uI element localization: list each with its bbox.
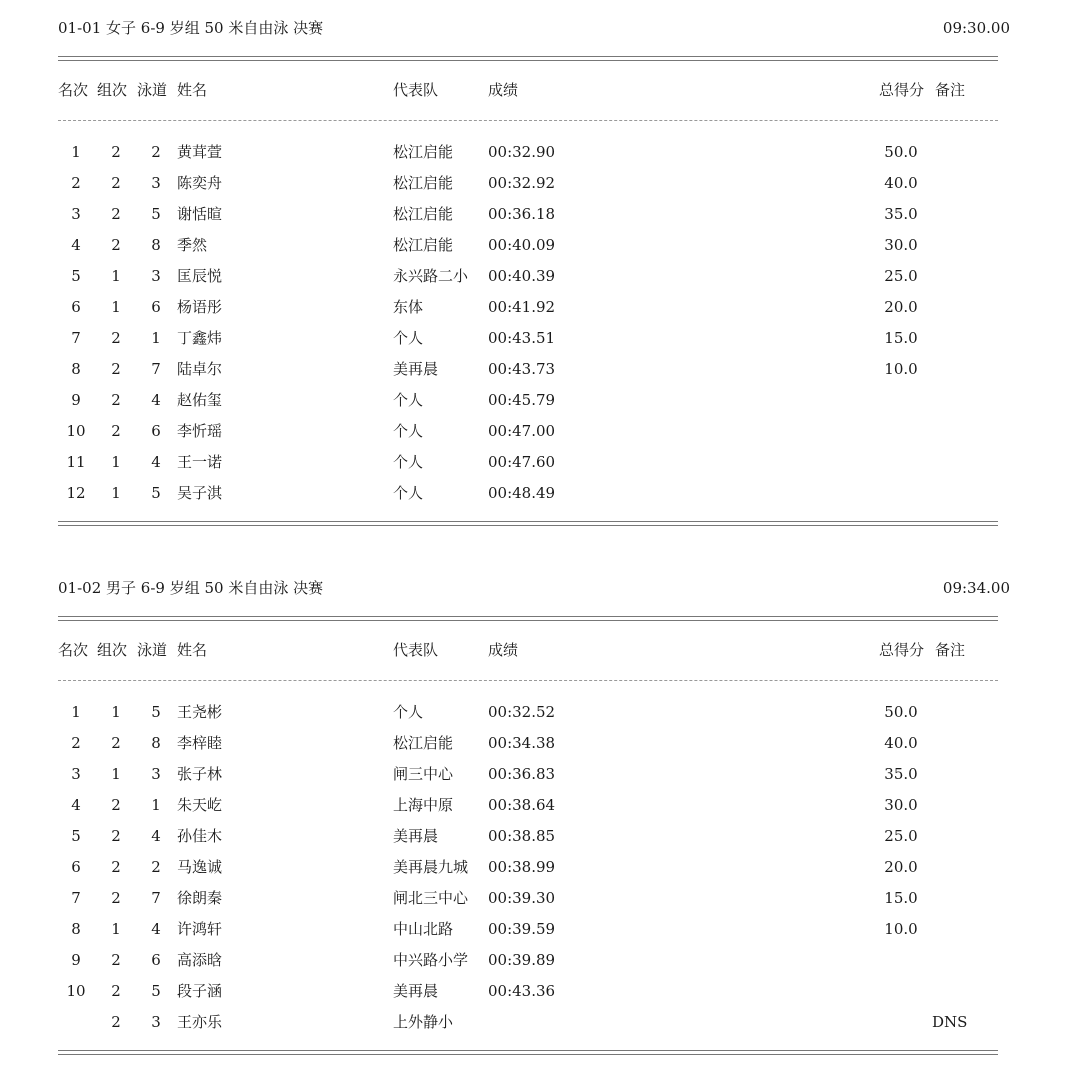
cell-team: 中山北路 [393,920,454,938]
cell-rank: 2 [71,734,81,752]
cell-points: 20.0 [884,298,918,316]
cell-rank: 2 [71,174,81,192]
cell-score: 00:43.36 [488,982,556,1000]
cell-lane: 3 [151,765,161,783]
header-points: 总得分 [879,81,925,99]
cell-rank: 1 [71,703,81,721]
cell-rank: 8 [71,360,81,378]
header-team: 代表队 [393,81,439,99]
cell-rank: 10 [66,422,86,440]
cell-name: 吴子淇 [177,484,223,502]
cell-group: 2 [111,329,121,347]
double-rule-top [58,56,998,61]
cell-group: 2 [111,422,121,440]
cell-points: 20.0 [884,858,918,876]
cell-name: 季然 [177,236,208,254]
cell-score: 00:32.90 [488,143,556,161]
cell-lane: 6 [151,951,161,969]
cell-points: 35.0 [884,205,918,223]
cell-name: 段子涵 [177,982,223,1000]
header-score: 成绩 [488,641,519,659]
cell-score: 00:38.64 [488,796,556,814]
cell-points: 30.0 [884,796,918,814]
cell-lane: 1 [151,329,161,347]
cell-rank: 6 [71,858,81,876]
cell-lane: 8 [151,236,161,254]
cell-score: 00:39.30 [488,889,556,907]
cell-score: 00:41.92 [488,298,556,316]
cell-name: 匡辰悦 [177,267,223,285]
cell-rank: 9 [71,391,81,409]
cell-lane: 2 [151,858,161,876]
cell-group: 2 [111,982,121,1000]
cell-name: 徐朗秦 [177,889,223,907]
table-row [0,764,1080,795]
cell-name: 赵佑玺 [177,391,223,409]
header-score: 成绩 [488,81,519,99]
cell-score: 00:36.18 [488,205,556,223]
cell-score: 00:45.79 [488,391,556,409]
cell-rank: 3 [71,765,81,783]
table-row [0,702,1080,733]
cell-team: 松江启能 [393,174,454,192]
table-row [0,297,1080,328]
cell-group: 1 [111,267,121,285]
cell-name: 李忻瑶 [177,422,223,440]
table-row [0,421,1080,452]
event-title: 01-01 女子 6-9 岁组 50 米自由泳 决赛 [58,19,324,37]
cell-group: 2 [111,143,121,161]
cell-name: 孙佳木 [177,827,223,845]
cell-name: 陆卓尔 [177,360,223,378]
cell-group: 1 [111,453,121,471]
cell-team: 个人 [393,391,424,409]
cell-points: 50.0 [884,703,918,721]
cell-score: 00:40.09 [488,236,556,254]
cell-points: 15.0 [884,329,918,347]
cell-score: 00:40.39 [488,267,556,285]
cell-lane: 5 [151,982,161,1000]
cell-team: 闸北三中心 [393,889,469,907]
event-time: 09:34.00 [942,579,1010,597]
cell-group: 1 [111,298,121,316]
cell-lane: 2 [151,143,161,161]
cell-lane: 5 [151,703,161,721]
cell-rank: 6 [71,298,81,316]
header-name: 姓名 [177,641,208,659]
cell-lane: 7 [151,889,161,907]
cell-group: 2 [111,827,121,845]
cell-score: 00:43.73 [488,360,556,378]
cell-points: 25.0 [884,827,918,845]
cell-name: 陈奕舟 [177,174,223,192]
cell-name: 李梓睦 [177,734,223,752]
cell-team: 个人 [393,329,424,347]
cell-team: 松江启能 [393,205,454,223]
header-name: 姓名 [177,81,208,99]
cell-name: 朱天屹 [177,796,223,814]
double-rule-bottom [58,521,998,526]
cell-score: 00:39.89 [488,951,556,969]
header-lane: 泳道 [137,641,168,659]
cell-group: 1 [111,920,121,938]
cell-team: 个人 [393,453,424,471]
cell-lane: 4 [151,827,161,845]
cell-rank: 7 [71,889,81,907]
cell-name: 马逸诚 [177,858,223,876]
header-group: 组次 [97,81,128,99]
cell-name: 杨语彤 [177,298,223,316]
table-row [0,1012,1080,1043]
header-lane: 泳道 [137,81,168,99]
cell-group: 2 [111,360,121,378]
cell-score: 00:32.92 [488,174,556,192]
cell-name: 高添晗 [177,951,223,969]
table-row [0,981,1080,1012]
header-note: 备注 [935,81,966,99]
cell-team: 美再晨 [393,982,439,1000]
table-row [0,857,1080,888]
cell-name: 丁鑫炜 [177,329,223,347]
table-row [0,235,1080,266]
table-row [0,452,1080,483]
table-row [0,826,1080,857]
cell-name: 谢恬暄 [177,205,223,223]
cell-score: 00:39.59 [488,920,556,938]
table-row [0,483,1080,514]
cell-rank: 7 [71,329,81,347]
cell-team: 松江启能 [393,143,454,161]
cell-rank: 5 [71,827,81,845]
cell-lane: 3 [151,267,161,285]
header-rank: 名次 [58,641,89,659]
cell-lane: 3 [151,174,161,192]
table-row [0,204,1080,235]
dashed-rule [58,120,998,121]
cell-team: 个人 [393,484,424,502]
table-row [0,733,1080,764]
cell-rank: 9 [71,951,81,969]
cell-lane: 4 [151,391,161,409]
header-group: 组次 [97,641,128,659]
cell-team: 上外静小 [393,1013,454,1031]
cell-rank: 10 [66,982,86,1000]
cell-points: 40.0 [884,734,918,752]
cell-rank: 12 [66,484,86,502]
cell-rank: 1 [71,143,81,161]
cell-group: 2 [111,858,121,876]
cell-team: 东体 [393,298,424,316]
cell-points: 25.0 [884,267,918,285]
table-row [0,266,1080,297]
cell-group: 2 [111,734,121,752]
cell-lane: 5 [151,205,161,223]
cell-group: 2 [111,1013,121,1031]
cell-lane: 6 [151,298,161,316]
header-rank: 名次 [58,81,89,99]
cell-team: 上海中原 [393,796,454,814]
header-team: 代表队 [393,641,439,659]
event-title: 01-02 男子 6-9 岁组 50 米自由泳 决赛 [58,579,324,597]
cell-score: 00:34.38 [488,734,556,752]
cell-score: 00:47.00 [488,422,556,440]
cell-team: 松江启能 [393,734,454,752]
cell-lane: 5 [151,484,161,502]
cell-lane: 7 [151,360,161,378]
cell-rank: 8 [71,920,81,938]
cell-team: 美再晨 [393,827,439,845]
cell-lane: 3 [151,1013,161,1031]
table-row [0,795,1080,826]
table-row [0,390,1080,421]
cell-name: 王一诺 [177,453,223,471]
cell-score: 00:38.85 [488,827,556,845]
cell-points: 10.0 [884,360,918,378]
cell-team: 美再晨九城 [393,858,469,876]
cell-rank: 5 [71,267,81,285]
cell-score: 00:36.83 [488,765,556,783]
cell-group: 2 [111,796,121,814]
cell-group: 1 [111,765,121,783]
cell-team: 松江启能 [393,236,454,254]
cell-rank: 4 [71,236,81,254]
cell-note: DNS [932,1013,968,1031]
cell-group: 1 [111,484,121,502]
cell-group: 2 [111,174,121,192]
cell-name: 王亦乐 [177,1013,223,1031]
cell-team: 中兴路小学 [393,951,469,969]
cell-score: 00:38.99 [488,858,556,876]
header-note: 备注 [935,641,966,659]
table-row [0,142,1080,173]
cell-lane: 1 [151,796,161,814]
cell-name: 张子林 [177,765,223,783]
cell-name: 黄茸萱 [177,143,223,161]
cell-team: 个人 [393,422,424,440]
cell-points: 30.0 [884,236,918,254]
cell-name: 王尧彬 [177,703,223,721]
cell-group: 2 [111,889,121,907]
cell-name: 许鸿轩 [177,920,223,938]
cell-group: 1 [111,703,121,721]
cell-team: 闸三中心 [393,765,454,783]
table-row [0,173,1080,204]
cell-group: 2 [111,391,121,409]
double-rule-top [58,616,998,621]
event-time: 09:30.00 [942,19,1010,37]
cell-score: 00:32.52 [488,703,556,721]
cell-rank: 11 [66,453,86,471]
cell-lane: 4 [151,920,161,938]
table-row [0,888,1080,919]
cell-score: 00:48.49 [488,484,556,502]
cell-team: 个人 [393,703,424,721]
double-rule-bottom [58,1050,998,1055]
cell-score: 00:47.60 [488,453,556,471]
cell-group: 2 [111,205,121,223]
cell-lane: 8 [151,734,161,752]
cell-points: 15.0 [884,889,918,907]
header-points: 总得分 [879,641,925,659]
cell-lane: 4 [151,453,161,471]
dashed-rule [58,680,998,681]
cell-group: 2 [111,951,121,969]
cell-rank: 4 [71,796,81,814]
cell-points: 50.0 [884,143,918,161]
cell-lane: 6 [151,422,161,440]
table-row [0,919,1080,950]
cell-group: 2 [111,236,121,254]
table-row [0,950,1080,981]
cell-points: 10.0 [884,920,918,938]
cell-points: 40.0 [884,174,918,192]
table-row [0,359,1080,390]
table-row [0,328,1080,359]
cell-points: 35.0 [884,765,918,783]
cell-rank: 3 [71,205,81,223]
cell-team: 永兴路二小 [393,267,469,285]
cell-score: 00:43.51 [488,329,556,347]
cell-team: 美再晨 [393,360,439,378]
